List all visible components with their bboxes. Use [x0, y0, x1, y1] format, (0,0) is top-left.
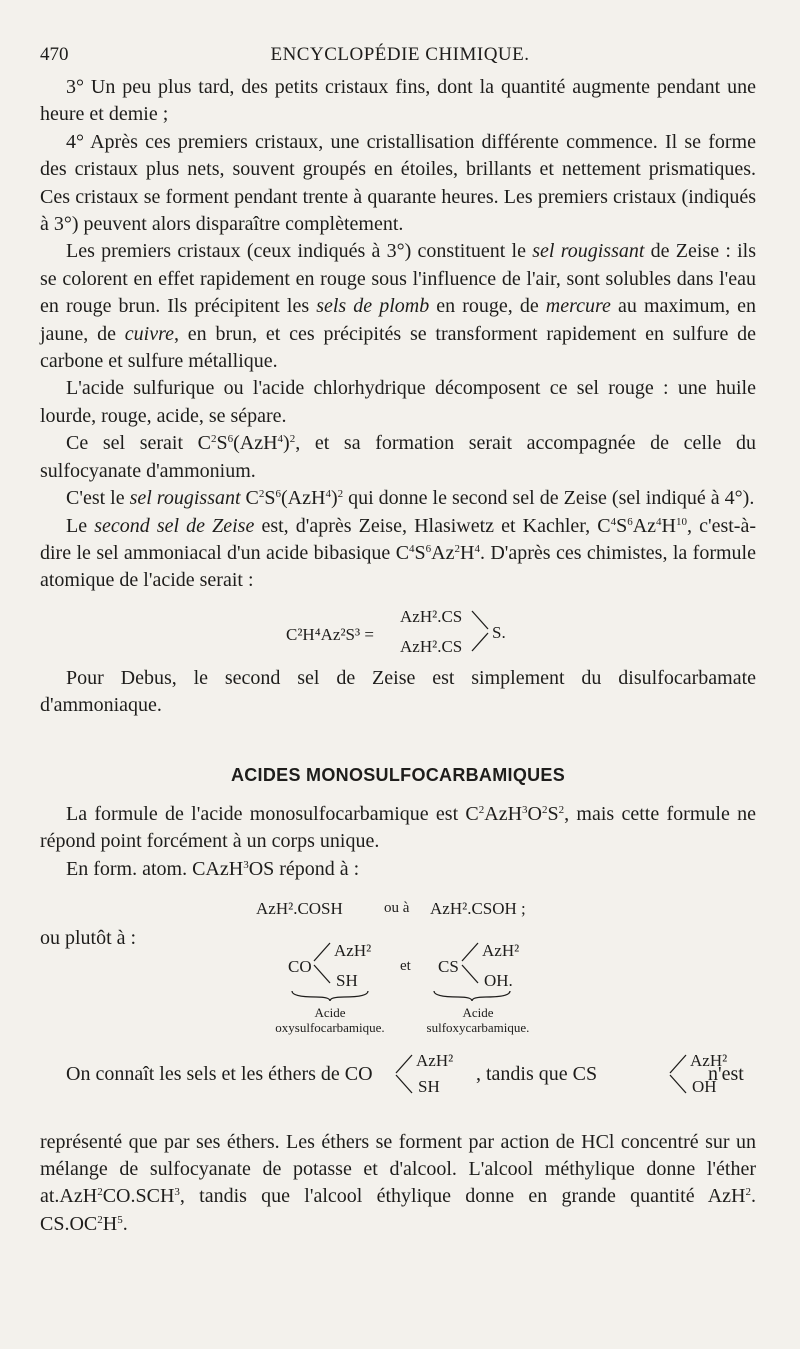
- formula-line-cosh: [40, 893, 756, 925]
- page-number: 470: [40, 44, 69, 65]
- formula-bottom: AzH².CS: [400, 636, 463, 656]
- formula-lhs: C²H⁴Az²S³ =: [286, 624, 374, 644]
- page-header: [40, 44, 760, 70]
- paragraph: Ce sel serait $C^2S^6(AzH^4)^2$, et sa formation serait accompagnée de celle du sulfocyanate d'ammonium.: [40, 432, 756, 482]
- bond-icon: [668, 1051, 690, 1097]
- paragraph: représenté que par ses éthers. Les éthers se forment par action de HCl concentré sur un mélange de sulfocyanate de potasse et d'alcool. L'alcool méthylique donne l'éther at.AzH$^2$CO.SCH$^3$, tandis que l'alcool éthylique donne en grande quantité AzH$^2$. $CS.OC^2H^5$.: [40, 1130, 756, 1235]
- formula-csoh: AzH².CSOH ;: [430, 899, 526, 919]
- formula-top: AzH².CS: [400, 606, 463, 626]
- bond-icon: [312, 939, 334, 989]
- paragraph: C'est le sel rougissant $C^2S^6(AzH^4)^2$ qui donne le second sel de Zeise (sel indiqué à 4°).: [66, 487, 755, 510]
- bond-icon: [394, 1051, 416, 1097]
- formula-disulfocarbamic: [40, 595, 756, 665]
- co-label: CO: [288, 956, 312, 976]
- formula-cosh: AzH².COSH: [256, 899, 343, 919]
- formula-ou-a: ou à: [384, 900, 410, 917]
- caption-oxysulfo: Acide oxysulfocarbamique.: [275, 1004, 385, 1035]
- paragraph: 4° Après ces premiers cristaux, une cristallisation différente commence. Il se forme des cristaux plus nets, souvent groupés en étoiles, brillants et nettement prismatiques. Ces cristaux se forment pendant trente à quarante heures. Les premiers cristaux (indiqués à 3°) peuvent alors disparaître complètement.: [40, 130, 756, 236]
- caption-sulfoxy: Acide sulfoxycarbamique.: [426, 1004, 530, 1035]
- formula-s: S.: [492, 622, 506, 642]
- paragraph: La formule de l'acide monosulfocarbamique est $C^2AzH^3O^2S^2$, mais cette formule ne répond point forcément à un corps unique.: [40, 802, 756, 853]
- paragraph: Le second sel de Zeise est, d'après Zeise, Hlasiwetz et Kachler, $C^4S^6Az^4H^{10}$, c'est-à-dire le sel ammoniacal d'un acide bibasique $C^4S^6Az^2H^4$. D'après ces chimistes, la formule atomique de l'acide serait :: [40, 514, 756, 592]
- paragraph: L'acide sulfurique ou l'acide chlorhydrique décomposent ce sel rouge : une huile lourde, rouge, acide, se sépare.: [40, 377, 756, 427]
- bracket-icon: [470, 607, 492, 657]
- formula-acids: CO AzH² SH et CS AzH² OH. Acide oxysulfocarbamique. Acide sulfoxycarbamique.: [40, 953, 756, 1045]
- paragraph: Pour Debus, le second sel de Zeise est simplement du disulfocarbamate d'ammoniaque.: [40, 666, 756, 717]
- cs-label: CS: [438, 956, 459, 976]
- paragraph: ou plutôt à :: [40, 927, 137, 950]
- paragraph-ethers-line: On connaît les sels et les éthers de CO AzH² SH , tandis que CS AzH² OH n'est: [66, 1050, 744, 1096]
- section-heading: ACIDES MONOSULFOCARBAMIQUES: [230, 764, 566, 785]
- bond-icon: [460, 939, 482, 989]
- paragraph: Les premiers cristaux (ceux indiqués à 3°) constituent le sel rougissant de Zeise : ils se colorent en effet rapidement en rouge sous l'influence de l'air, sont solubles dans l'eau en rouge brun. Ils précipitent les sels de plomb en rouge, de mercure au maximum, en jaune, de cuivre, en brun, et ces précipités se transforment rapidement en sulfure de carbone et sulfure métallique.: [40, 240, 757, 373]
- paragraph: En form. atom. CAzH$^3$OS répond à :: [66, 857, 360, 880]
- page-body: [40, 74, 756, 1238]
- paragraph: 3° Un peu plus tard, des petits cristaux fins, dont la quantité augmente pendant une heure et demie ;: [40, 76, 756, 126]
- brace-icon: [286, 989, 516, 1003]
- running-title: ENCYCLOPÉDIE CHIMIQUE.: [270, 44, 530, 65]
